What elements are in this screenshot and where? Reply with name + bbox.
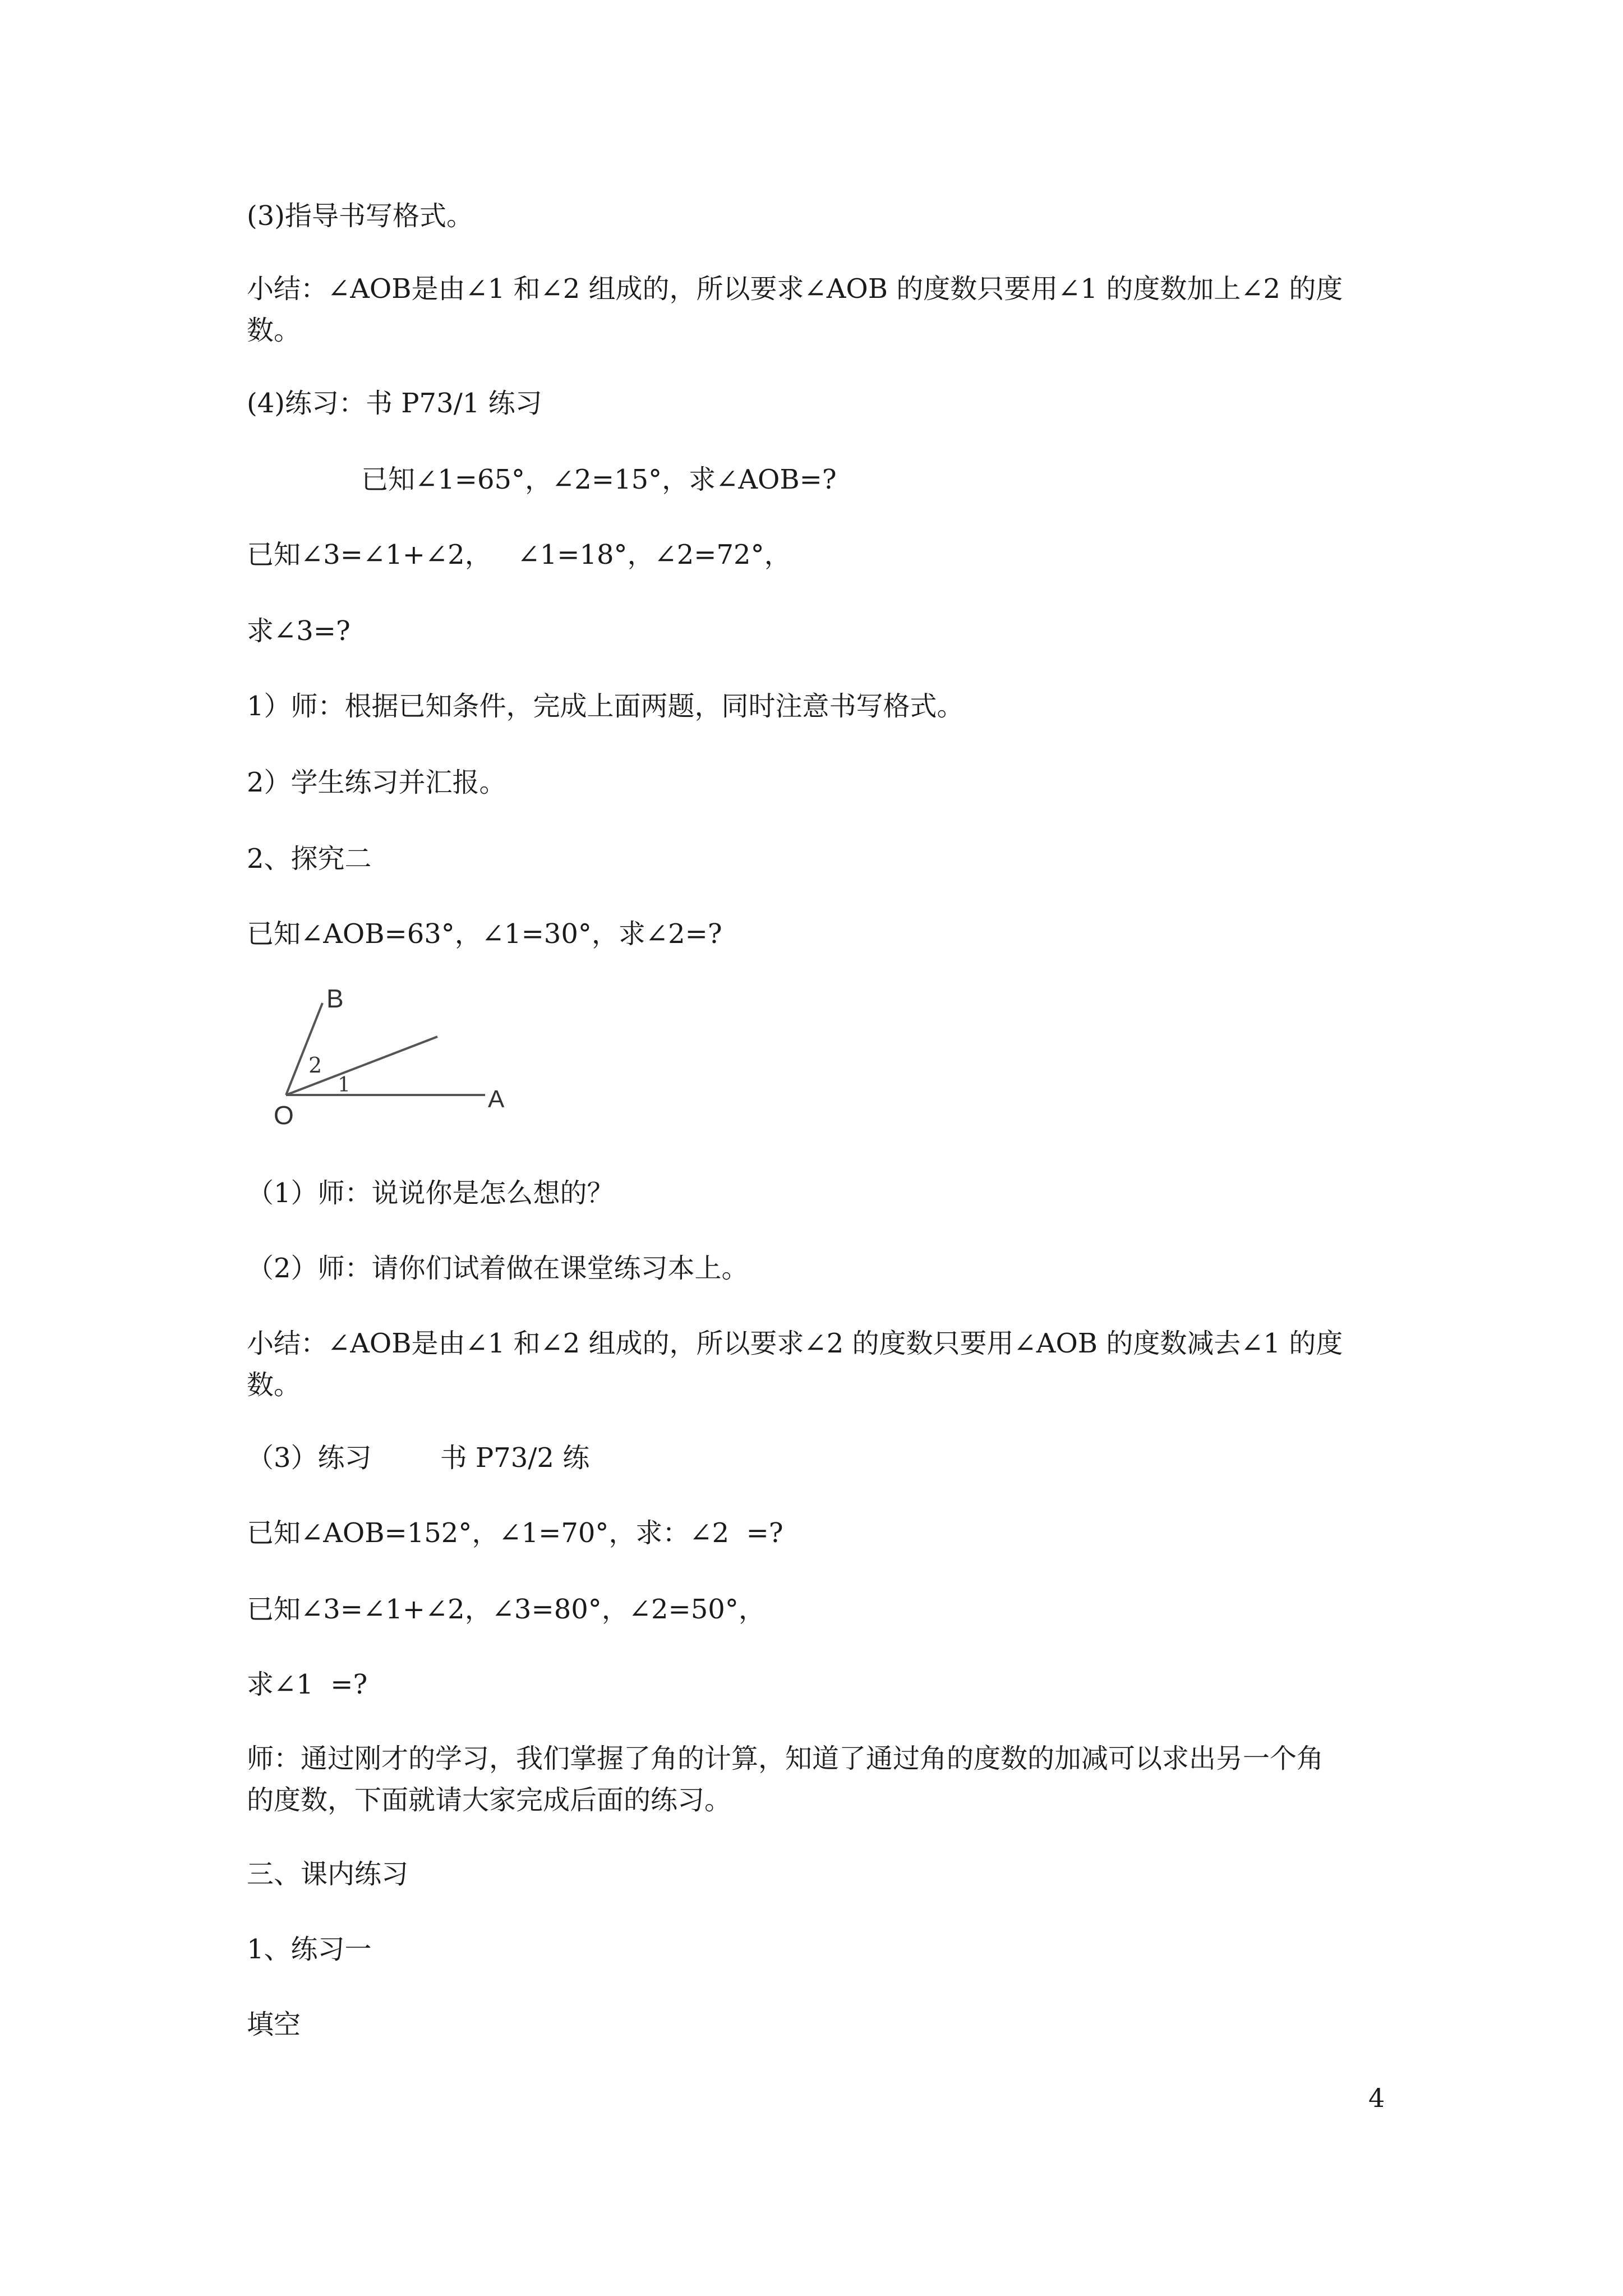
- text-line: 已知∠3=∠1+∠2，∠3=80°，∠2=50°，: [247, 1594, 766, 1625]
- label-o: O: [274, 1101, 294, 1130]
- label-angle-2: 2: [308, 1053, 322, 1078]
- text-line: (4)练习：书 P73/1 练习: [247, 388, 542, 419]
- label-b: B: [326, 987, 344, 1013]
- text-line: 1、练习一: [247, 1934, 372, 1965]
- page-number: 4: [1368, 2083, 1385, 2113]
- text-line: 小结：∠AOB是由∠1 和∠2 组成的，所以要求∠2 的度数只要用∠AOB 的度数减去∠1 的度: [247, 1328, 1343, 1359]
- text-line: 数。: [247, 1369, 301, 1401]
- text-line: 的度数，下面就请大家完成后面的练习。: [247, 1784, 732, 1816]
- text-line: 求∠1 =?: [247, 1669, 368, 1700]
- text-line: 已知∠1=65°，∠2=15°，求∠AOB=?: [361, 464, 837, 495]
- text-line: 已知∠AOB=152°，∠1=70°，求：∠2 =?: [247, 1517, 783, 1549]
- text-line: （3）练习 书 P73/2 练: [247, 1442, 590, 1474]
- text-line: 2、探究二: [247, 843, 372, 875]
- text-line: （1）师：说说你是怎么想的？: [247, 1177, 614, 1209]
- text-line: （2）师：请你们试着做在课堂练习本上。: [247, 1253, 749, 1284]
- text-line: 填空: [247, 2009, 301, 2040]
- angle-diagram: [264, 987, 522, 1133]
- text-line: 数。: [247, 315, 301, 346]
- text-line: 1）师：根据已知条件，完成上面两题，同时注意书写格式。: [247, 691, 964, 722]
- ray-ob: [286, 1003, 322, 1095]
- label-angle-1: 1: [338, 1074, 351, 1097]
- text-line: 2）学生练习并汇报。: [247, 767, 506, 798]
- text-line: 三、课内练习: [247, 1858, 409, 1890]
- text-line: 已知∠3=∠1+∠2， ∠1=18°，∠2=72°，: [247, 539, 791, 570]
- text-line: (3)指导书写格式。: [247, 200, 473, 232]
- text-line: 已知∠AOB=63°，∠1=30°，求∠2=?: [247, 918, 722, 950]
- text-line: 求∠3=?: [247, 615, 351, 647]
- text-line: 师：通过刚才的学习，我们掌握了角的计算，知道了通过角的度数的加减可以求出另一个角: [247, 1743, 1324, 1774]
- text-line: 小结：∠AOB是由∠1 和∠2 组成的，所以要求∠AOB 的度数只要用∠1 的度数加上∠2 的度: [247, 273, 1343, 305]
- label-a: A: [488, 1085, 505, 1113]
